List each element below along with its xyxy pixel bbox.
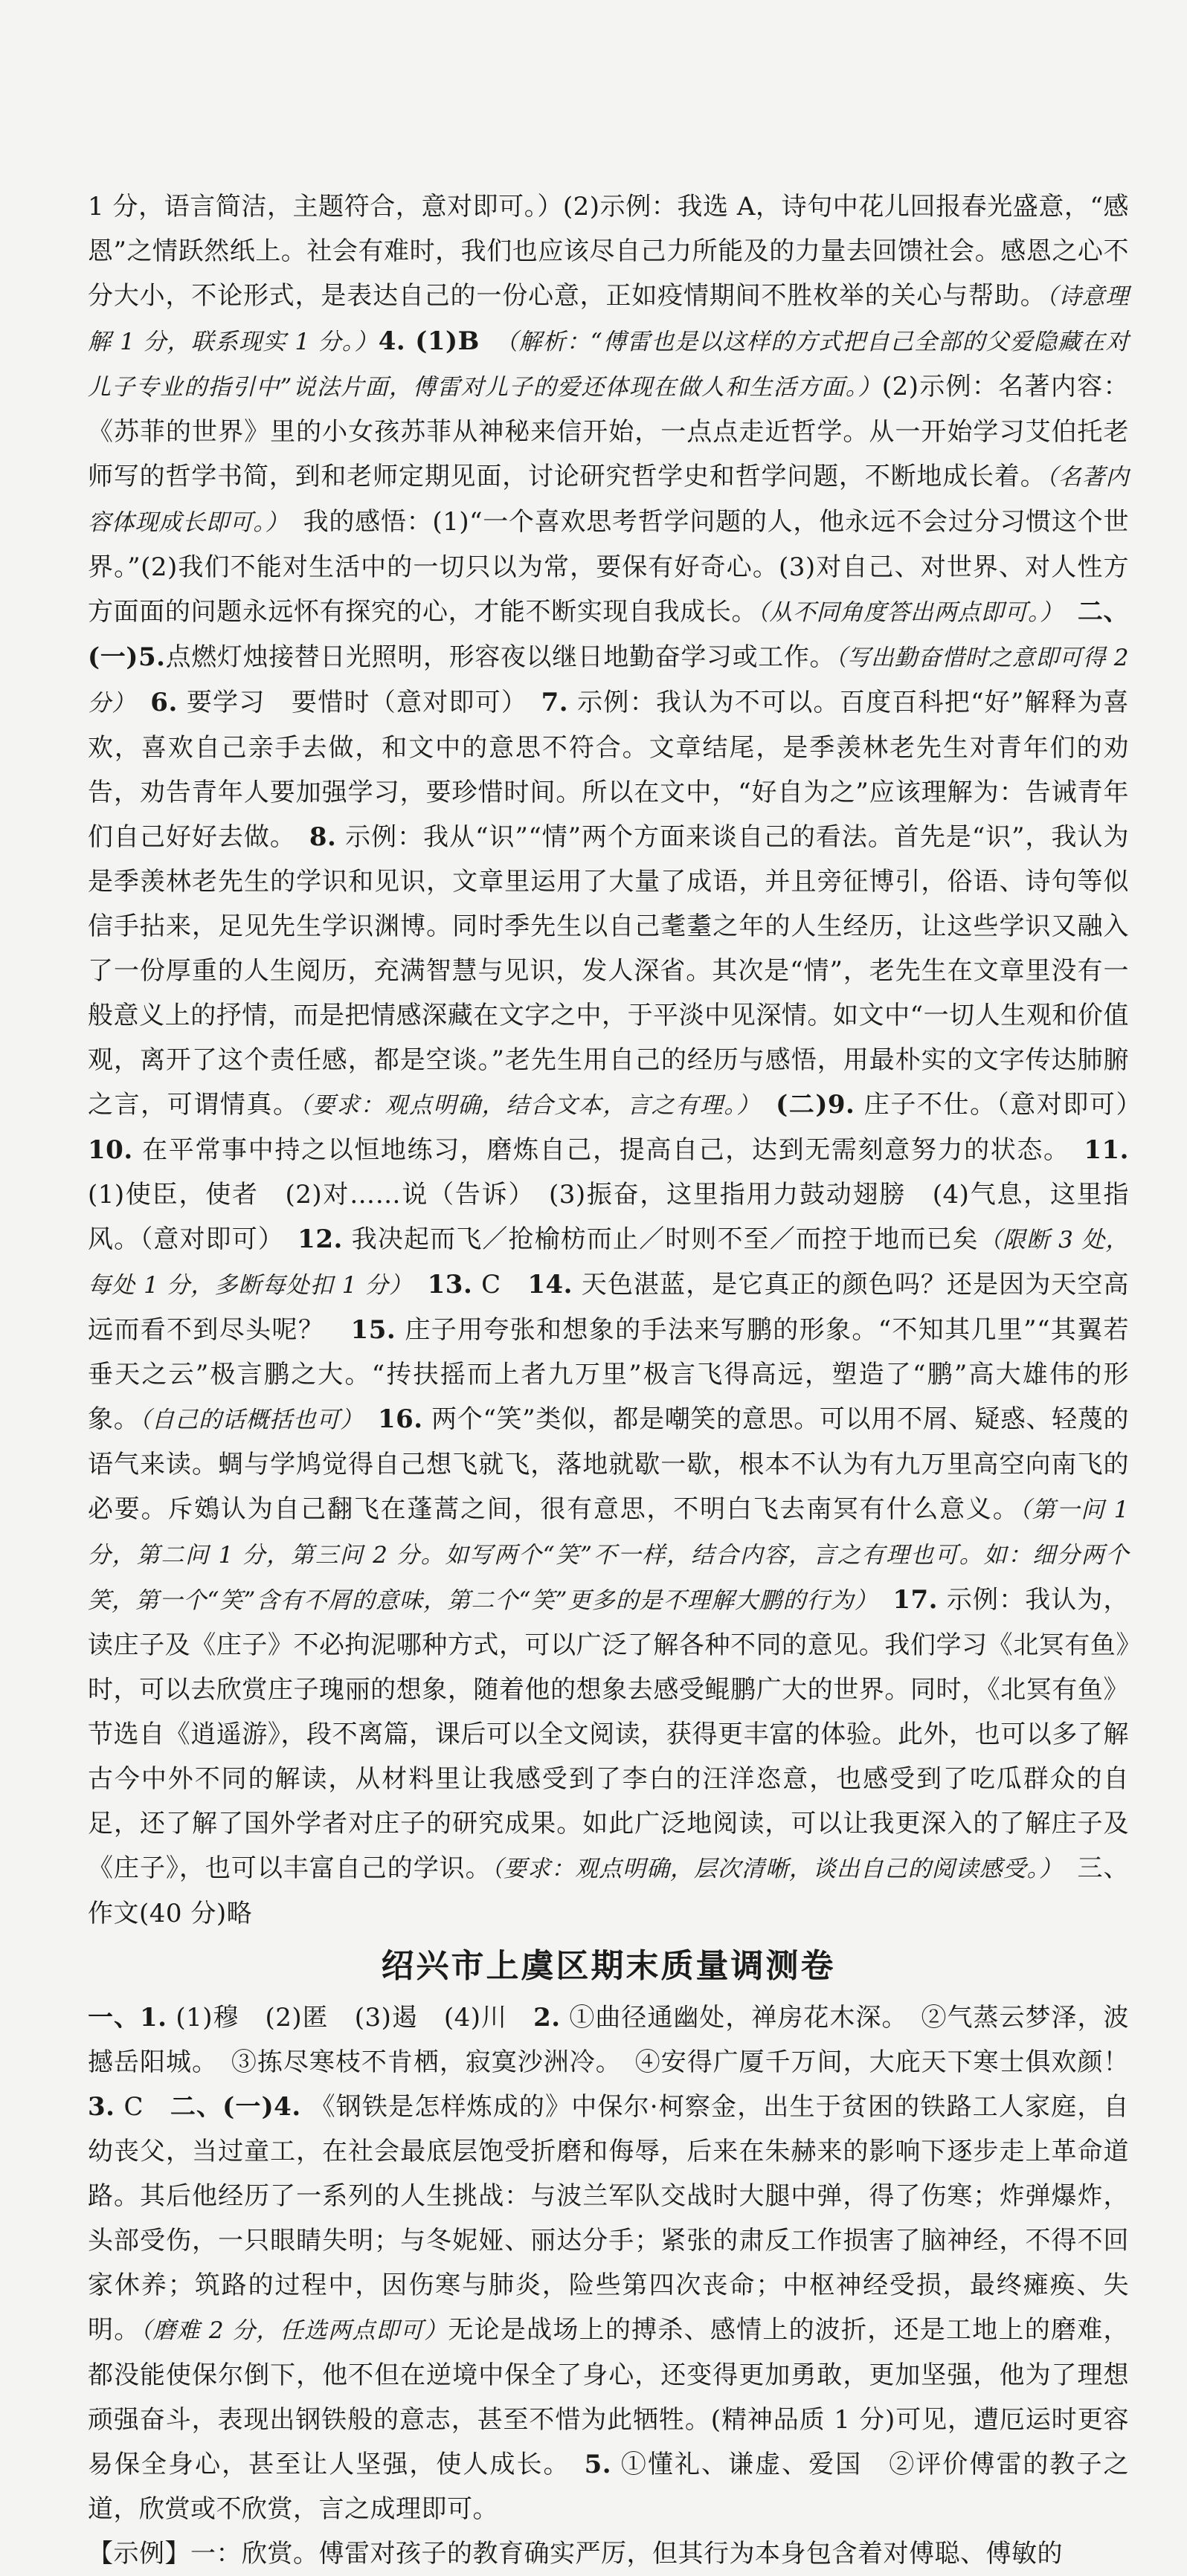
question-number: (二)9. (749, 1090, 855, 1120)
answer-text: (1)穆 (2)匿 (3)遏 (4)川 (167, 2003, 534, 2033)
answer-text: (2)示例：名著内容：《苏菲的世界》里的小女孩苏菲从神秘来信开始，一点点走近哲学。从一开始学习艾伯托老师写的哲学书简，到和老师定期见面，讨论研究哲学史和哲学问题，不断地成长着。 (88, 372, 1129, 491)
question-number: 7. (541, 688, 569, 717)
question-number: 二、(一)4. (170, 2092, 301, 2122)
exam-title: 绍兴市上虞区期末质量调测卷 (381, 1947, 836, 1985)
answer-block-shangyu-exam (88, 1995, 1155, 2531)
scoring-note: （从不同角度答出两点即可。） (757, 599, 1052, 626)
scoring-note: （诗意理解 1 分，联系现实 1 分。） (88, 283, 1130, 355)
question-number: 2. (533, 2003, 561, 2033)
answer-text: 要学习 要惜时（意对即可） (177, 688, 541, 717)
question-number: 10. (88, 1135, 133, 1165)
scoring-note: （写出勤奋惜时之意即可得 2 分） (88, 645, 1130, 717)
scoring-note: （解析：“傅雷也是以这样的方式把自己全部的父爱隐藏在对儿子专业的指引中”说法片面，傅雷对儿子的爱还体现在做人和生活方面。） (88, 329, 1129, 401)
answer-text: 点燃灯烛接替日光照明，形容夜以继日地勤奋学习或工作。 (165, 642, 836, 672)
question-number: 13. (401, 1270, 473, 1300)
answer-text: 三、作文(40 分)略 (88, 1853, 1130, 1928)
scoring-note: （要求：观点明确，结合文本，言之有理。） (299, 1092, 750, 1119)
answer-text: (1)使臣，使者 (2)对……说（告诉） (3)振奋，这里指用力鼓动翅膀 (4)气息，这里指风。（意对即可） (88, 1180, 1129, 1254)
scoring-note: （名著内容体现成长即可。） (88, 464, 1130, 536)
question-number: 6. (124, 688, 178, 717)
question-number: 5. (584, 2450, 612, 2479)
scoring-note: （自己的话概括也可） (139, 1407, 353, 1433)
question-number: 11. (1084, 1135, 1129, 1165)
question-number: 14. (527, 1270, 573, 1300)
answer-text: 两个“笑”类似，都是嘲笑的意思。可以用不屑、疑惑、轻蔑的语气来读。蜩与学鸠觉得自己想飞就飞，落地就歇一歇，根本不认为有九万里高空向南飞的必要。斥鴳认为自己翻飞在蓬蒿之间，很有意思，不明白飞去南冥有什么意义。 (88, 1404, 1130, 1524)
answer-text: 示例：我从“识”“情”两个方面来谈自己的看法。首先是“识”，我认为是季羡林老先生的学识和见识，文章里运用了大量了成语，并且旁征博引，俗语、诗句等似信手拈来，足见先生学识渊博。同时季先生以自己耄耋之年的人生经历，让这些学识又融入了一份厚重的人生阅历，充满智慧与见识，发人深省。其次是“情”，老先生在文章里没有一般意义上的抒情，而是把情感深藏在文字之中，于平淡中见深情。如文中“一切人生观和价值观，离开了这个责任感，都是空谈。”老先生用自己的经历与感悟，用最朴实的文字传达肺腑之言，可谓情真。 (88, 822, 1129, 1120)
answer-text: 无论是战场上的搏杀、感情上的波折，还是工地上的磨难，都没能使保尔倒下，他不但在逆境中保全了身心，还变得更加勇敢，更加坚强，他为了理想顽强奋斗，表现出钢铁般的意志，甚至不惜为此牺牲。(精神品质 1 分)可见，遭厄运时更容易保全身心，甚至让人坚强，使人成长。 (88, 2315, 1130, 2479)
answer-text: 在平常事中持之以恒地练习，磨炼自己，提高自己，达到无需刻意努力的状态。 (132, 1135, 1084, 1165)
question-number: 8. (309, 822, 337, 852)
answer-block-example (88, 2531, 1129, 2576)
question-number: 一、1. (88, 2003, 167, 2033)
answer-text: 《钢铁是怎样炼成的》中保尔·柯察金，出生于贫困的铁路工人家庭，自幼丧父，当过童工，在社会最底层饱受折磨和侮辱，后来在朱赫来的影响下逐步走上革命道路。其后他经历了一系列的人生挑战：与波兰军队交战时大腿中弹，得了伤寒；炸弹爆炸，头部受伤，一只眼睛失明；与冬妮娅、丽达分手；紧张的肃反工作损害了脑神经，不得不回家休养；筑路的过程中，因伤寒与肺炎，险些第四次丧命；中枢神经受损，最终瘫痪、失明。 (88, 2092, 1129, 2345)
question-number: 16. (352, 1404, 423, 1434)
answer-block-previous-exam (88, 184, 1155, 1936)
answer-text: ①懂礼、谦虚、爱国 ②评价傅雷的教子之道，欣赏或不欣赏，言之成理即可。 (88, 2450, 1129, 2524)
answer-text: 示例：我认为不可以。百度百科把“好”解释为喜欢，喜欢自己亲手去做，和文中的意思不符合。文章结尾，是季羡林老先生对青年们的劝告，劝告青年人要加强学习，要珍惜时间。所以在文中，“好自为之”应该理解为：告诫青年们自己好好去做。 (88, 688, 1129, 852)
scoring-note: （第一问 1 分，第二问 1 分，第三问 2 分。如写两个“笑”不一样，结合内容，言之有理也可。如：细分两个笑，第一个“笑”含有不屑的意味，第二个“笑”更多的是不理解大鹏的行为） (88, 1497, 1130, 1614)
question-number: 12. (297, 1224, 343, 1254)
scoring-note: （限断 3 处，每处 1 分，多断每处扣 1 分） (88, 1227, 1130, 1299)
question-number: 4. (1)B (378, 326, 506, 356)
answer-text: 我决起而飞／抢榆枋而止／时则不至／而控于地而已矣 (342, 1224, 979, 1254)
question-number: 二、(一)5. (88, 597, 1130, 672)
scoring-note: （要求：观点明确，层次清晰，谈出自己的阅读感受。） (491, 1856, 1052, 1882)
answer-text: 庄子不仕。（意对即可） (855, 1090, 1155, 1120)
question-number: 3. (88, 2092, 115, 2122)
answer-text: 庄子用夸张和想象的手法来写鹏的形象。“不知其几里”“其翼若垂天之云”极言鹏之大。“抟扶摇而上者九万里”极言飞得高远，塑造了“鹏”高大雄伟的形象。 (88, 1315, 1130, 1434)
answer-text: C (115, 2092, 170, 2122)
answer-text: 示例：我认为，读庄子及《庄子》不必拘泥哪种方式，可以广泛了解各种不同的意见。我们学习《北冥有鱼》时，可以去欣赏庄子瑰丽的想象，随着他的想象去感受鲲鹏广大的世界。同时，《北冥有鱼》节选自《逍遥游》，段不离篇，课后可以全文阅读，获得更丰富的体验。此外，也可以多了解古今中外不同的解读，从材料里让我感受到了李白的汪洋恣意，也感受到了吃瓜群众的自足，还了解了国外学者对庄子的研究成果。如此广泛地阅读，可以让我更深入的了解庄子及《庄子》，也可以丰富自己的学识。 (88, 1585, 1129, 1883)
answer-text: 我的感悟：(1)“一个喜欢思考哲学问题的人，他永远不会过分习惯这个世界。”(2)我们不能对生活中的一切只以为常，要保有好奇心。(3)对自己、对世界、对人性方方面面的问题永远怀有探究的心，才能不断实现自我成长。 (88, 507, 1130, 627)
answer-text: C (472, 1270, 528, 1300)
answer-text: ①曲径通幽处，禅房花木深。 ②气蒸云梦泽，波撼岳阳城。 ③拣尽寒枝不肯栖，寂寞沙洲冷。 ④安得广厦千万间，大庇天下寒士俱欢颜！ (88, 2003, 1155, 2077)
answer-text: 天色湛蓝，是它真正的颜色吗？还是因为天空高远而看不到尽头呢？ (88, 1270, 1129, 1345)
answer-text: 1 分，语言简洁，主题符合，意对即可。）(2)示例：我选 A，诗句中花儿回报春光盛意，“感恩”之情跃然纸上。社会有难时，我们也应该尽自己力所能及的力量去回馈社会。感恩之心不分大小，不论形式，是表达自己的一份心意，正如疫情期间不胜枚举的关心与帮助。 (88, 192, 1129, 311)
scoring-note: （磨难 2 分，任选两点即可） (140, 2317, 448, 2344)
question-number: 17. (866, 1585, 939, 1615)
question-number: 15. (350, 1315, 396, 1345)
answer-text: 【示例】一：欣赏。傅雷对孩子的教育确实严厉，但其行为本身包含着对傅聪、傅敏的 (88, 2539, 1063, 2569)
